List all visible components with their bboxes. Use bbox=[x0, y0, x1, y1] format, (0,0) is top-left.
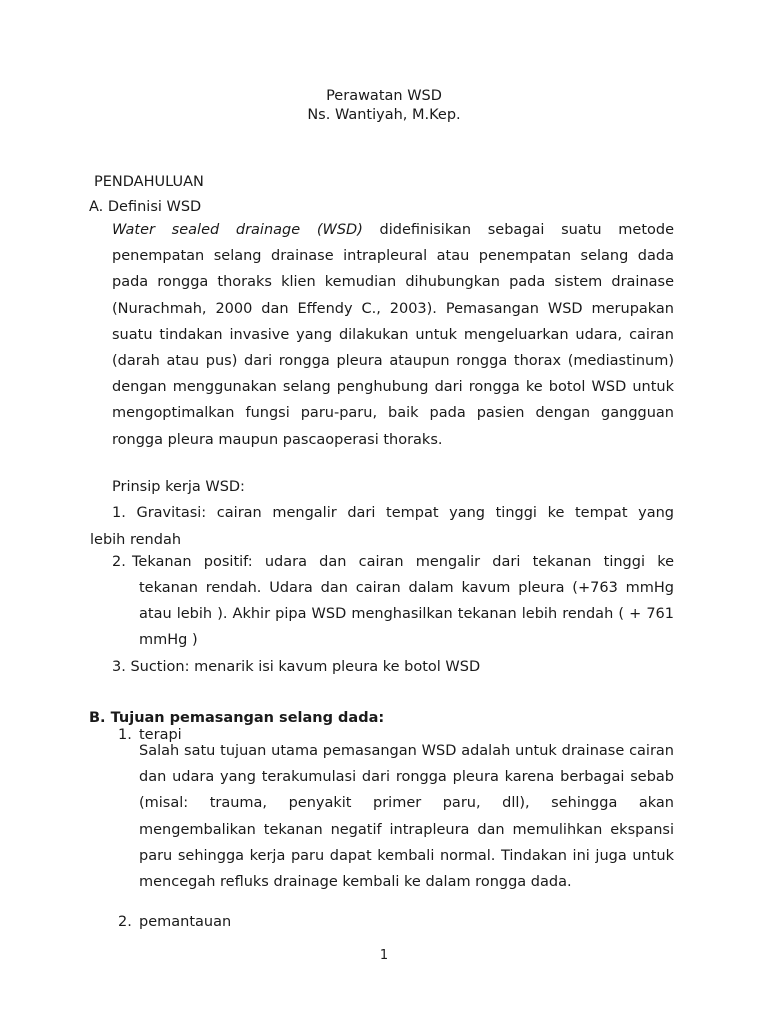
definition-text: didefinisikan sebagai suatu metode penempatan selang drainase intrapleural atau penempatan selang dada pada rongga thoraks klien kemudian dihubungkan pada sistem drainase (Nurachmah, 2000 dan Effendy C., 2003). Pemasangan WSD merupakan suatu tindakan invasive yang dilakukan untuk mengeluarkan udara, cairan (darah atau pus) dari rongga pleura ataupun rongga thorax (mediastinum) dengan menggunakan selang penghubung dari rongga ke botol WSD untuk mengoptimalkan fungsi paru-paru, baik pada pasien dengan gangguan rongga pleura maupun pascaoperasi thoraks. bbox=[112, 222, 674, 448]
purpose-item-1-number: 1. bbox=[118, 727, 132, 743]
term-wsd: Water sealed drainage (WSD) bbox=[112, 222, 363, 238]
purpose-item-2-label: pemantauan bbox=[139, 914, 232, 930]
principle-item-2-text: tekanan rendah. Udara dan cairan dalam kavum pleura (+763 mmHg atau lebih ). Akhir pipa WSD menghasilkan tekanan lebih rendah ( + 761 mmHg ) bbox=[139, 580, 674, 649]
section-heading-tujuan: B. Tujuan pemasangan selang dada: bbox=[89, 710, 385, 726]
document-title: Perawatan WSD bbox=[326, 88, 442, 104]
principle-item-3: 3. Suction: menarik isi kavum pleura ke botol WSD bbox=[112, 659, 481, 675]
document-author: Ns. Wantiyah, M.Kep. bbox=[307, 107, 461, 123]
definition-paragraph bbox=[112, 217, 674, 453]
principle-item-2-number: 2. bbox=[112, 554, 126, 570]
purpose-item-1-label: terapi bbox=[139, 727, 182, 743]
purpose-item-1-text: Salah satu tujuan utama pemasangan WSD adalah untuk drainase cairan dan udara yang terakumulasi dari rongga pleura karena berbagai sebab (misal: trauma, penyakit primer paru, dll), sehingga akan mengembalikan tekanan negatif intrapleura dan memulihkan ekspansi paru sehingga kerja paru dapat kembali normal. Tindakan ini juga untuk mencegah refluks drainage kembali ke dalam rongga dada. bbox=[139, 743, 674, 891]
section-heading-definisi: A. Definisi WSD bbox=[89, 199, 202, 215]
page-number: 1 bbox=[379, 948, 389, 963]
purpose-item-2-number: 2. bbox=[118, 914, 132, 930]
principle-item-1: 1. Gravitasi: cairan mengalir dari tempat yang tinggi ke tempat yang bbox=[112, 505, 674, 521]
section-heading-pendahuluan: PENDAHULUAN bbox=[94, 174, 204, 190]
principle-item-1-continued: lebih rendah bbox=[90, 532, 182, 548]
principle-item-2-first: Tekanan positif: udara dan cairan mengalir dari tekanan tinggi ke bbox=[132, 554, 674, 570]
principle-label: Prinsip kerja WSD: bbox=[112, 479, 245, 495]
